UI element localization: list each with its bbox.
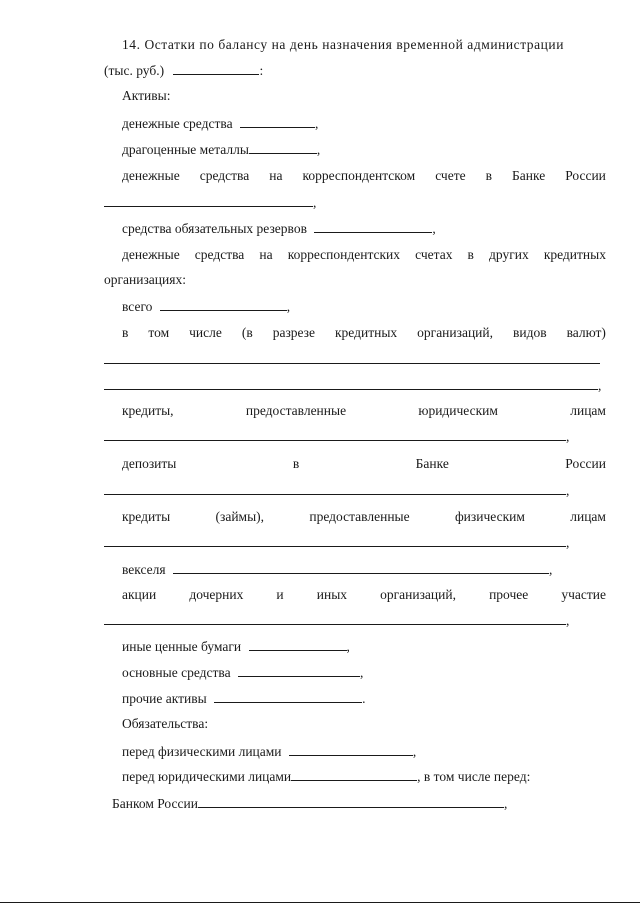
precious-metals-label: драгоценные металлы [122,142,249,157]
liabilities-heading [122,716,208,732]
shares-line [122,587,606,603]
units-blank[interactable] [173,62,259,75]
organizations-line [104,272,186,288]
comma: , [316,142,321,157]
word: в [122,325,129,340]
word: денежные [122,168,180,183]
colon: : [259,63,264,78]
word: юридическим [418,403,498,418]
precious-metals-blank[interactable] [249,141,317,154]
corr-account-cbr-blank[interactable] [104,194,313,207]
word: в [292,456,300,471]
word: кредитных [543,247,606,262]
breakdown-blank-2[interactable] [104,377,598,390]
word: России [565,168,606,183]
word: дочерних [189,587,244,602]
deposits-cbr-blank[interactable] [104,482,566,495]
word: кредитных [335,325,398,340]
total-blank[interactable] [160,298,287,311]
breakdown-line [122,325,606,341]
word: России [565,456,606,471]
word: физическим [454,509,525,524]
cash-label: денежные средства [122,116,233,131]
units-label: (тыс. руб.) [104,63,165,78]
word: числе [189,325,222,340]
period: . [362,691,366,706]
word: организаций, [417,325,494,340]
comma: , [313,195,317,210]
total-line [122,298,290,315]
bills-line [122,561,552,578]
breakdown-blank-line-2 [104,377,601,394]
word: (в [241,325,253,340]
bills-label: векселя [122,562,166,577]
comma: , [566,429,570,444]
loans-individuals-blank[interactable] [104,534,566,547]
comma: , [346,639,350,654]
cash-blank[interactable] [240,115,315,128]
loans-legal-blank-line [104,428,569,445]
word: на [269,168,283,183]
bank-of-russia-line [112,795,507,812]
mandatory-reserves-line [122,220,436,237]
deposits-cbr-blank-line [104,482,569,499]
loans-legal-line [122,403,606,419]
comma: , [598,378,602,393]
precious-metals-line [122,141,320,158]
comma: , [548,562,553,577]
assets-heading [122,88,170,104]
word: корреспондентском [302,168,416,183]
word: в [485,168,492,183]
shares-blank-line [104,612,569,629]
word: средства [199,168,250,183]
other-securities-blank[interactable] [249,638,347,651]
to-individuals-blank[interactable] [289,743,413,756]
corr-accounts-other-line [122,247,606,263]
other-assets-label: прочие активы [122,691,207,706]
comma: , [359,665,364,680]
including-to-label: , в том числе перед: [417,769,531,784]
word: прочее [489,587,529,602]
comma: , [503,796,508,811]
word: средства [194,247,245,262]
word: разрезе [272,325,316,340]
word: на [259,247,273,262]
word: Банке [415,456,449,471]
bank-of-russia-blank[interactable] [198,795,504,808]
loans-individuals-line [122,509,606,525]
other-securities-label: иные ценные бумаги [122,639,242,654]
word: корреспондентских [287,247,401,262]
word: кредиты [122,509,171,524]
mandatory-reserves-label: средства обязательных резервов [122,221,307,236]
word: акции [122,587,157,602]
fixed-assets-line [122,664,363,681]
breakdown-blank-1[interactable] [104,363,600,364]
comma: , [566,613,570,628]
organizations-label: организациях: [104,272,186,287]
corr-account-cbr-line [122,168,606,184]
word: Банке [512,168,546,183]
word: других [489,247,529,262]
other-assets-blank[interactable] [214,690,362,703]
corr-account-cbr-blank-line [104,194,316,211]
word: валют) [566,325,606,340]
word: лицам [570,509,606,524]
mandatory-reserves-blank[interactable] [314,220,432,233]
shares-blank[interactable] [104,612,566,625]
to-individuals-line [122,743,416,760]
word: и [276,587,284,602]
word: (займы), [215,509,265,524]
word: кредиты, [122,403,174,418]
comma: , [286,299,291,314]
other-securities-line [122,638,350,655]
to-legal-label: перед юридическими лицами [122,769,292,784]
cash-line [122,115,318,132]
word: участие [561,587,606,602]
section-heading [122,37,564,53]
assets-heading-text: Активы: [122,88,171,103]
page-bottom-rule [0,902,640,903]
fixed-assets-blank[interactable] [238,664,360,677]
word: организаций, [380,587,456,602]
word: предоставленные [245,403,347,418]
loans-legal-blank[interactable] [104,428,566,441]
to-legal-line [122,768,530,785]
comma: , [566,535,570,550]
word: предоставленные [309,509,410,524]
word: счетах [415,247,453,262]
word: денежные [122,247,180,262]
liabilities-heading-text: Обязательства: [122,716,209,731]
word: счете [435,168,466,183]
deposits-cbr-line [122,456,606,472]
word: лицам [570,403,606,418]
comma: , [314,116,319,131]
to-individuals-label: перед физическими лицами [122,744,282,759]
comma: , [566,483,570,498]
comma: , [412,744,417,759]
to-legal-blank[interactable] [291,768,417,781]
loans-individuals-blank-line [104,534,569,551]
word: видов [513,325,547,340]
bills-blank[interactable] [173,561,549,574]
word: том [148,325,170,340]
bank-of-russia-label: Банком России [112,796,198,811]
section-heading-text: 14. Остатки по балансу на день назначения временной администрации [122,37,564,52]
word: в [467,247,474,262]
word: депозиты [122,456,177,471]
units-line [104,62,263,79]
other-assets-line [122,690,365,707]
comma: , [432,221,436,236]
word: иных [316,587,348,602]
total-label: всего [122,299,153,314]
fixed-assets-label: основные средства [122,665,231,680]
